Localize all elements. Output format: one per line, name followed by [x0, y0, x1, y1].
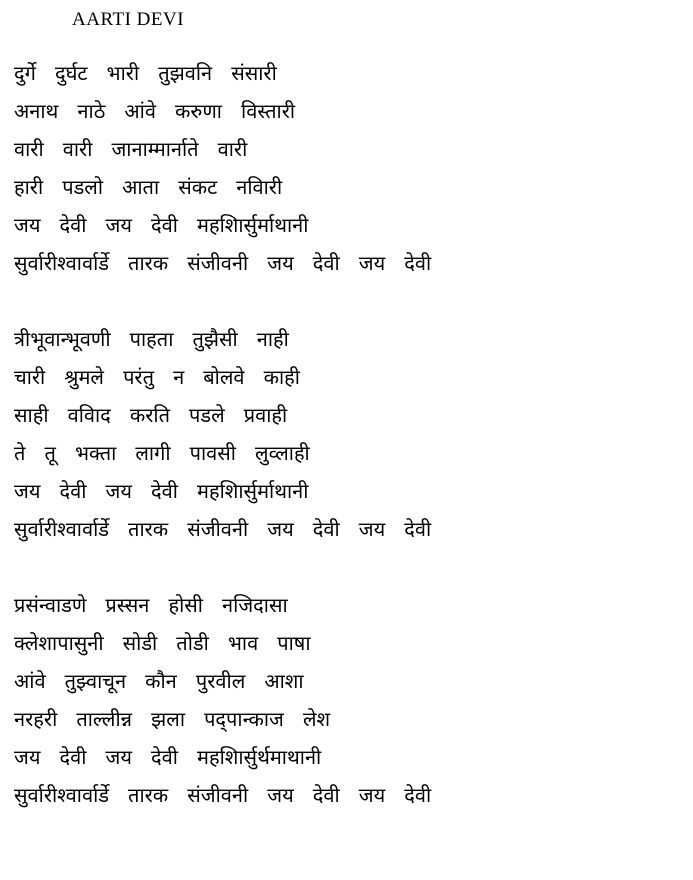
stanza-1 — [14, 58, 674, 286]
document-title: AARTI DEVI — [72, 9, 185, 30]
verse-line: साही ववािद करति पडले प्रवाही — [14, 403, 288, 427]
verse-line: ते तू भक्ता लागी पावसी लुव्लाही — [14, 441, 310, 465]
verse-line: प्रसंन्वाडणे प्रस्सन होसी नजिदासा — [14, 593, 288, 617]
verse-line: वारी वारी जानाम्मार्नाते वारी — [14, 137, 248, 161]
verse-line: जय देवी जय देवी महशिार्सुर्माथानी — [14, 479, 309, 503]
verse-line: अनाथ नाठे आंवे करुणा विस्तारी — [14, 99, 296, 123]
verse-line: सुर्वारीश्वार्वार्डे तारक संजीवनी जय देवी जय देवी — [14, 517, 432, 541]
verse-line: सुर्वारीश्वार्वार्डे तारक संजीवनी जय देवी जय देवी — [14, 783, 432, 807]
verse-line: क्लेशापासुनी सोडी तोडी भाव पाषा — [14, 631, 311, 655]
verse-line: चारी श्रुमले परंतु न बोलवे काही — [14, 365, 300, 389]
stanza-2 — [14, 324, 674, 552]
verse-line: हारी पडलो आता संकट नविारी — [14, 175, 283, 199]
verse-line: त्रीभूवान्भूवणी पाहता तुझैसी नाही — [14, 327, 289, 351]
verse-line: जय देवी जय देवी महशिार्सुर्माथानी — [14, 213, 309, 237]
verse-line: आंवे तुझ्वाचून कौन पुरवील आशा — [14, 669, 304, 693]
stanza-3 — [14, 590, 674, 818]
verse-line: सुर्वारीश्वार्वार्डे तारक संजीवनी जय देवी जय देवी — [14, 251, 432, 275]
verse-line: जय देवी जय देवी महशिार्सुर्थमाथानी — [14, 745, 322, 769]
verse-line: नरहरी ताल्लीन्न झला पद्पान्काज लेश — [14, 707, 331, 731]
verse-line: दुर्गे दुर्घट भारी तुझवनि संसारी — [14, 61, 277, 85]
